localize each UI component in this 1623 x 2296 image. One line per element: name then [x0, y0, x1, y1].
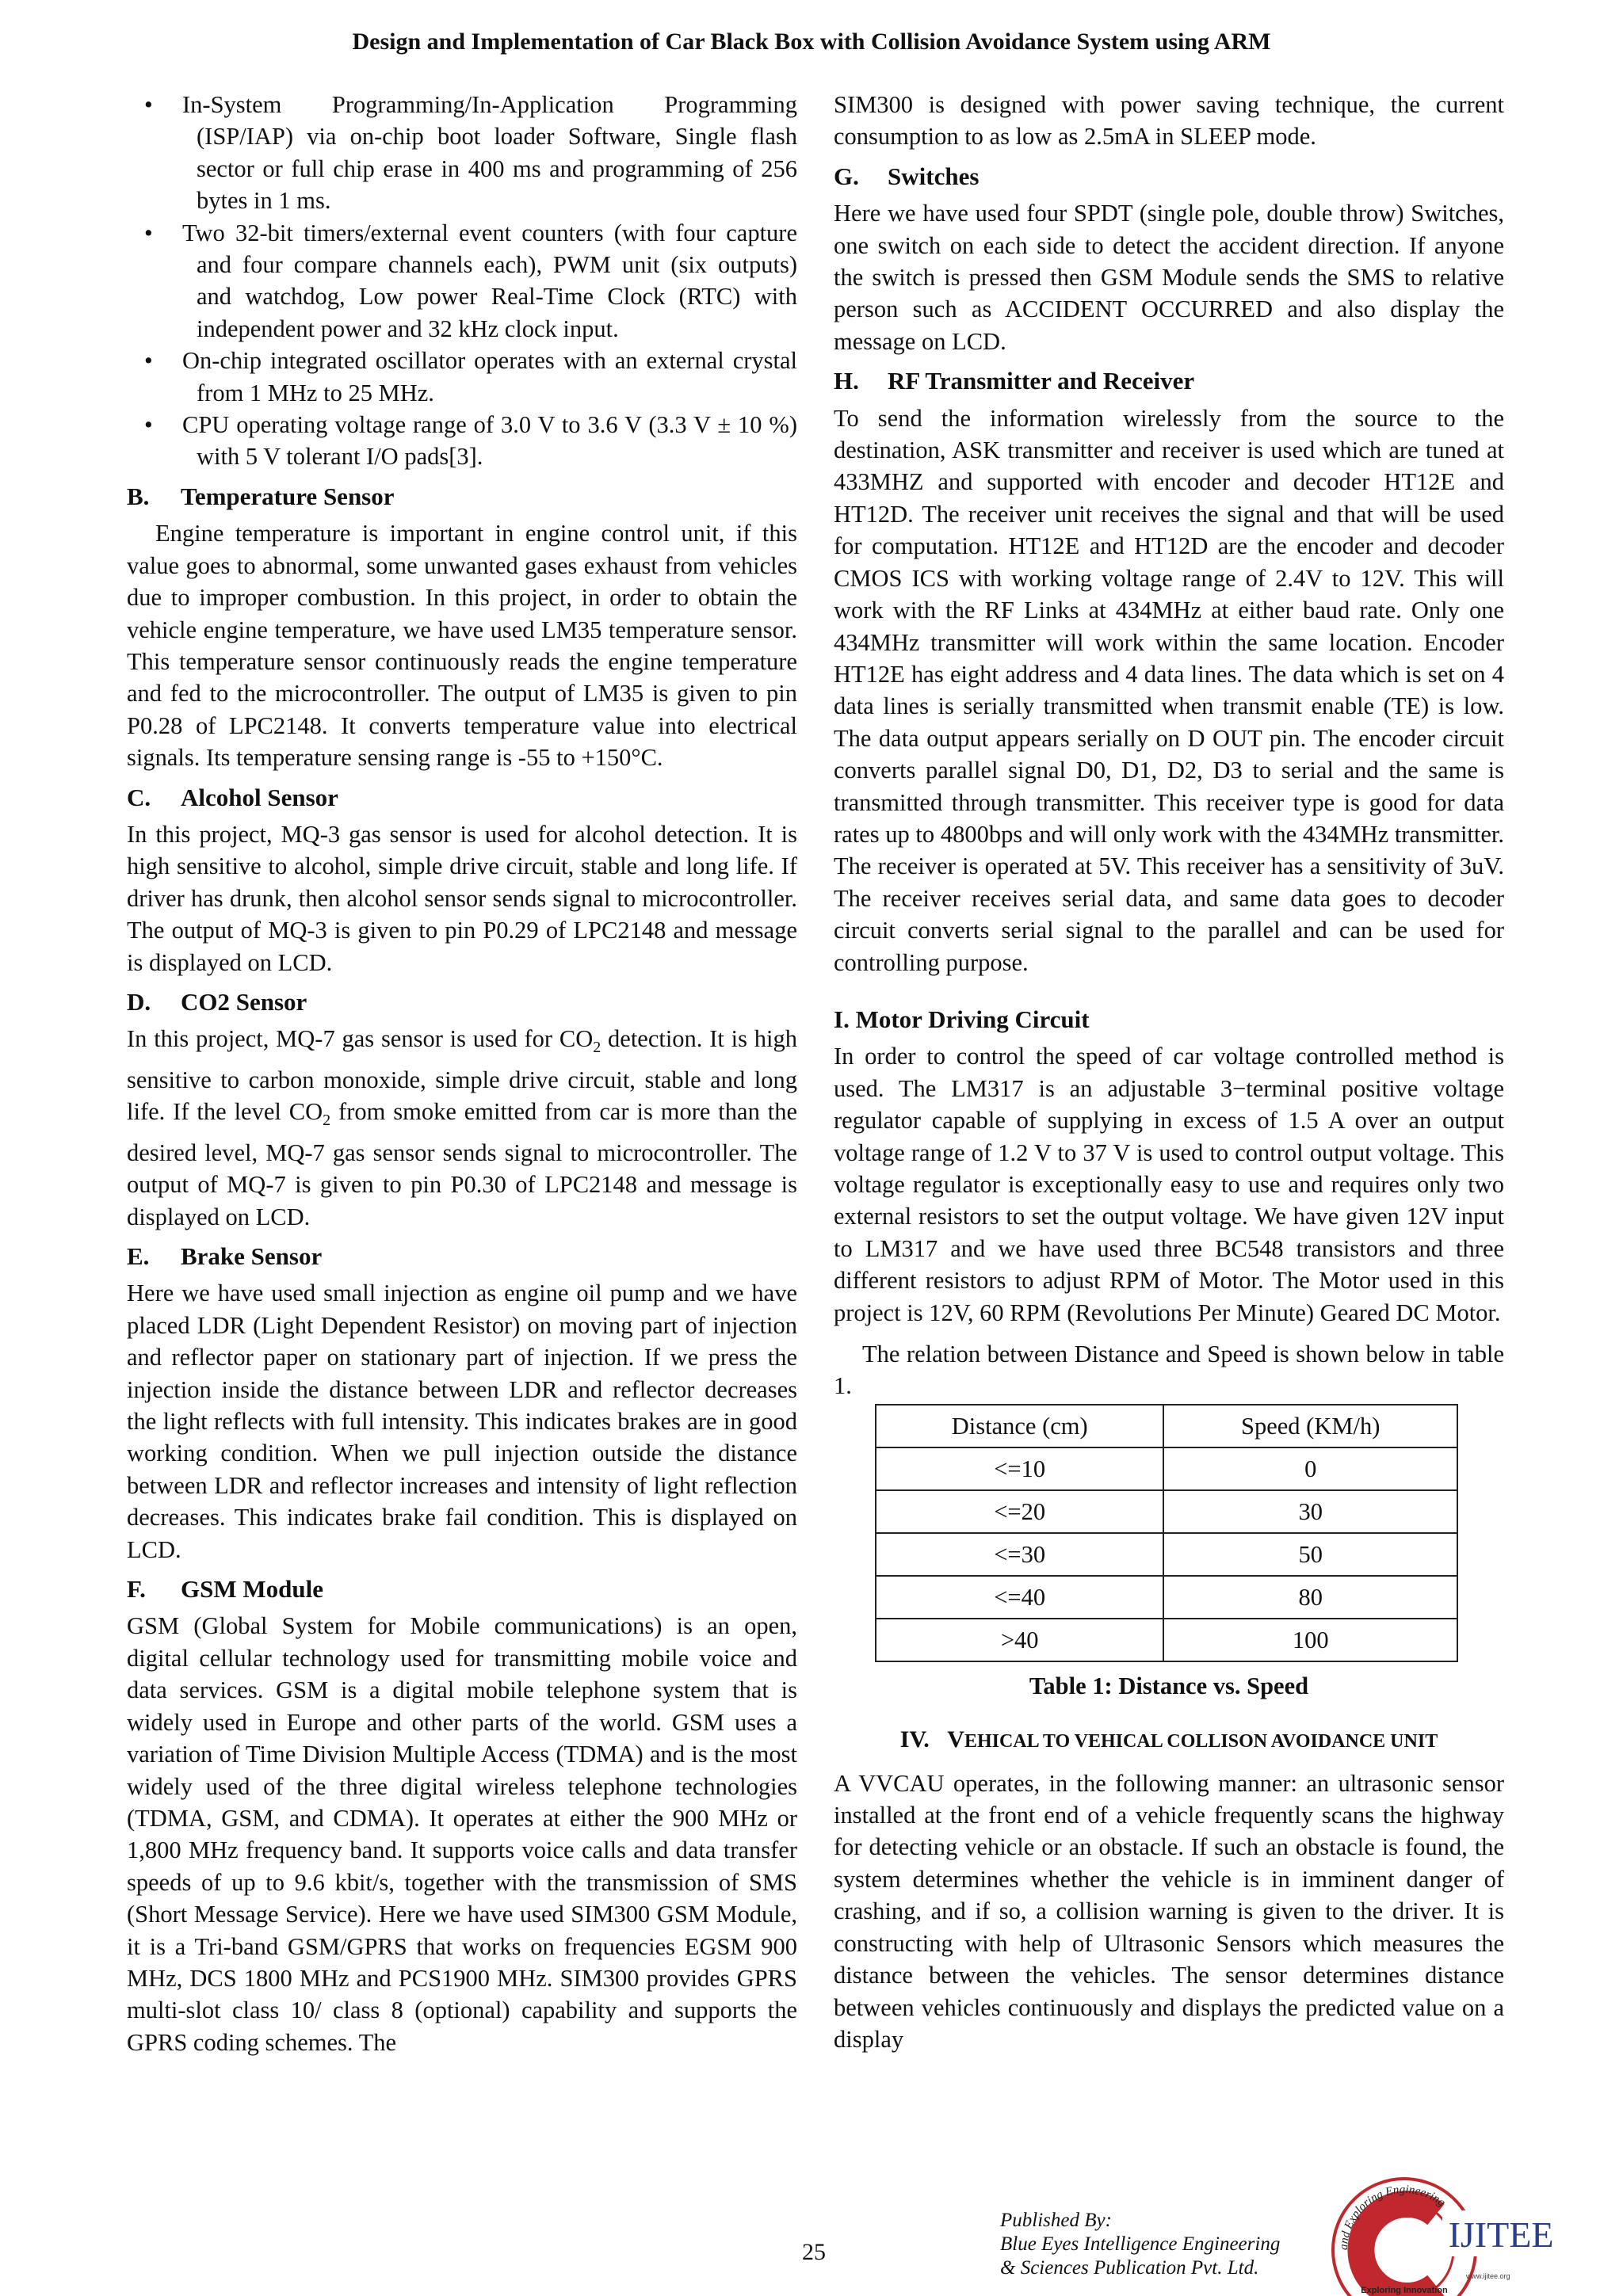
table-cell: <=30 — [876, 1533, 1163, 1576]
section-heading-rf: H. RF Transmitter and Receiver — [834, 367, 1195, 395]
table-header-cell: Distance (cm) — [876, 1405, 1163, 1447]
logo-c-mark — [1361, 2204, 1436, 2296]
table-cell: <=10 — [876, 1447, 1163, 1490]
page-number: 25 — [802, 2239, 826, 2265]
section-heading-motor: I. Motor Driving Circuit — [834, 1005, 1090, 1033]
paragraph-co2: In this project, MQ-7 gas sensor is used for $CO_2$ detection. It is high sensitive to carbon monoxide, simple drive circuit, stable and long life. If the level $CO_2$ from smoke emitted from car is more than the desired level, MQ-7 gas sensor sends signal to microcontroller. The output of MQ-7 is given to pin P0.30 of LPC2148 and message is displayed on LCD. — [127, 1025, 798, 1230]
logo-wordmark: IJITEE — [1448, 2214, 1554, 2255]
list-item: • CPU operating voltage range of 3.0 V to 3.6 V (3.3 V ± 10 %) with 5 V tolerant I/O pads[3]. — [144, 411, 797, 471]
table-cell: 0 — [1163, 1447, 1457, 1490]
paragraph-temperature: Engine temperature is important in engine control unit, if this value goes to abnormal, some unwanted gases exhaust from vehicles due to improper combustion. In this project, in order to obtain the vehicle engine temperature, we have used LM35 temperature sensor. This temperature sensor continuously reads the engine temperature and fed to the microcontroller. The output of LM35 is given to pin P0.28 of LPC2148. It converts temperature value into electrical signals. Its temperature sensing range is -55 to +150°C. — [127, 520, 797, 772]
table-cell: 30 — [1163, 1490, 1457, 1533]
paragraph-rf: To send the information wirelessly from the source to the destination, ASK transmitter and receiver is used which are tuned at 433MHZ and supported with encoder and decoder HT12E and HT12D. The receiver unit receives the signal and that will be used for computation. HT12E and HT12D are the encoder and decoder CMOS ICS with working voltage range of 2.4V to 12V. This will work with the RF Links at 434MHz at either baud rate. Only one 434MHz transmitter will work within the same location. Encoder HT12E has eight address and 4 data lines. The data which is set on 4 data lines is serially transmitted when transmit enable (TE) is low. The data output appears serially on D OUT pin. The encoder circuit converts parallel signal D0, D1, D2, D3 to serial and the same is transmitted through transmitter. This receiver type is good for data rates up to 4800bps and will only work with the 434MHz transmitter. The receiver is operated at 5V. This receiver has a sensitivity of 3uV. The receiver receives serial data, and same data goes to decoder circuit converts serial signal to the parallel and can be used for controlling purpose. — [834, 404, 1504, 976]
section-heading-co2: D. CO2 Sensor — [127, 987, 307, 1016]
table-intro: The relation between Distance and Speed is shown below in table 1. — [834, 1341, 1504, 1400]
section-heading-brake: E. Brake Sensor — [127, 1242, 323, 1270]
publisher-name-line1: Blue Eyes Intelligence Engineering — [1000, 2233, 1281, 2255]
logo-url: www.ijitee.org — [1466, 2272, 1510, 2280]
table-caption: Table 1: Distance vs. Speed — [1029, 1672, 1309, 1699]
paragraph-vvcau: A VVCAU operates, in the following manner: an ultrasonic sensor installed at the front end of a vehicle frequently scans the highway for detecting vehicle or an obstacle. If such an obstacle is found, the system determines whether the vehicle is in imminent danger of crashing, and if so, a collision warning is given to the driver. It is constructing with help of Ultrasonic Sensors which measures the distance between the vehicles. The sensor determines distance between vehicles continuously and displays the predicted value on a display — [834, 1769, 1504, 2053]
paragraph-switches: Here we have used four SPDT (single pole, double throw) Switches, one switch on each side to detect the accident direction. If anyone the switch is pressed then GSM Module sends the SMS to relative person such as ACCIDENT OCCURRED and also display the message on LCD. — [834, 200, 1504, 355]
list-item: • Two 32-bit timers/external event counters (with four capture and four compare channels each), PWM unit (six outputs) and watchdog, Low power Real-Time Clock (RTC) with independent power and 32 kHz clock input. — [144, 219, 797, 342]
table-header-row — [876, 1405, 1457, 1447]
table-cell: <=40 — [876, 1576, 1163, 1619]
table-cell: <=20 — [876, 1490, 1163, 1533]
list-item: • In-System Programming/In-Application Programming (ISP/IAP) via on-chip boot loader Software, Single flash sector or full chip erase in 400 ms and programming of 256 bytes in 1 ms. — [144, 91, 797, 215]
section-heading-temperature: B. Temperature Sensor — [127, 482, 395, 510]
table-cell: 80 — [1163, 1576, 1457, 1619]
section-heading-alcohol: C. Alcohol Sensor — [127, 783, 338, 811]
section-heading-switches: G. Switches — [834, 162, 980, 190]
logo-ring-text: and Exploring Engineering — [1337, 2183, 1448, 2251]
table-row — [876, 1619, 1457, 1661]
paragraph-motor: In order to control the speed of car voltage controlled method is used. The LM317 is an adjustable 3−terminal positive voltage regulator capable of supplying in excess of 1.5 A over an output voltage range of 1.2 V to 37 V is used to control output voltage. This voltage regulator is exceptionally easy to use and requires only two external resistors to set the output voltage. We have given 12V input to LM317 and we have used three BC548 transistors and three different resistors to adjust RPM of Motor. The Motor used in this project is 12V, 60 RPM (Revolutions Per Minute) Geared DC Motor. — [834, 1043, 1504, 1326]
paragraph-alcohol: In this project, MQ-3 gas sensor is used for alcohol detection. It is high sensitive to alcohol, simple drive circuit, stable and long life. If driver has drunk, then alcohol sensor sends signal to microcontroller. The output of MQ-3 is given to pin P0.29 of LPC2148 and message is displayed on LCD. — [127, 820, 797, 976]
distance-speed-table — [875, 1404, 1458, 1662]
logo-tagline: Exploring Innovation — [1361, 2286, 1448, 2295]
publisher-label: Published By: — [1000, 2210, 1112, 2231]
right-column — [834, 89, 1504, 2055]
table-header-cell: Speed (KM/h) — [1163, 1405, 1457, 1447]
table-cell: 50 — [1163, 1533, 1457, 1576]
table-row — [876, 1490, 1457, 1533]
table-row — [876, 1533, 1457, 1576]
section-heading-gsm: F. GSM Module — [127, 1575, 323, 1604]
list-item: • On-chip integrated oscillator operates with an external crystal from 1 MHz to 25 MHz. — [144, 347, 797, 406]
ijitee-logo — [1325, 2171, 1563, 2296]
table-row — [876, 1447, 1457, 1490]
table-cell: >40 — [876, 1619, 1163, 1661]
publisher-block — [1000, 2209, 1280, 2280]
table-row — [876, 1576, 1457, 1619]
running-header: Design and Implementation of Car Black Box with Collision Avoidance System using ARM — [352, 29, 1271, 55]
table-cell: 100 — [1163, 1619, 1457, 1661]
paragraph-gsm: GSM (Global System for Mobile communications) is an open, digital cellular technology used for transmitting mobile voice and data services. GSM is a digital mobile telephone system that is widely used in Europe and other parts of the world. GSM uses a variation of Time Division Multiple Access (TDMA) and is the most widely used of the three digital wireless telephone technologies (TDMA, GSM, and CDMA). It operates at either the 900 MHz or 1,800 MHz frequency band. It supports voice calls and data transfer speeds of up to 9.6 kbit/s, together with the transmission of SMS (Short Message Service). Here we have used SIM300 GSM Module, it is a Tri-band GSM/GPRS that works on frequencies EGSM 900 MHz, DCS 1800 MHz and PCS1900 MHz. SIM300 provides GPRS multi-slot class 10/ class 8 (optional) capability and supports the GPRS coding schemes. The — [127, 1612, 797, 2056]
paragraph-brake: Here we have used small injection as engine oil pump and we have placed LDR (Light Dependent Resistor) on moving part of injection and reflector paper on stationary part of injection. If we press the injection inside the distance between LDR and reflector decreases the light reflects with full intensity. This indicates brakes are in good working condition. When we pull injection outside the distance between LDR and reflector increases and intensity of light reflection decreases. This indicates brake fail condition. This is displayed on LCD. — [127, 1280, 797, 1563]
left-column — [127, 89, 797, 2058]
publisher-name-line2: & Sciences Publication Pvt. Ltd. — [1000, 2257, 1259, 2279]
section-heading-vvcau: IV. VEHICAL TO VEHICAL COLLISON AVOIDANCE UNIT — [899, 1726, 1438, 1753]
feature-bullet-list — [127, 89, 797, 473]
paragraph-gsm-continued: SIM300 is designed with power saving technique, the current consumption to as low as 2.5mA in SLEEP mode. — [834, 91, 1504, 151]
